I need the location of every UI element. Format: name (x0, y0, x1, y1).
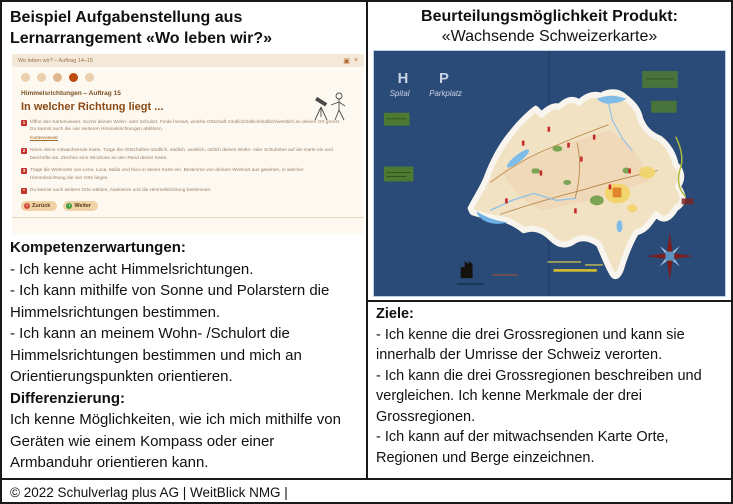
progress-dot (21, 73, 30, 82)
task-star-badge: * (21, 188, 27, 194)
task-number-badge: 1 (22, 120, 26, 125)
weiter-button[interactable]: › Weiter (63, 201, 98, 211)
schweizerkarte-image (373, 50, 726, 297)
differenzierung-heading: Differenzierung: (10, 389, 126, 407)
back-arrow-icon: ‹ (24, 203, 30, 209)
kartenviewer-link[interactable]: Kartenviewer (30, 135, 58, 141)
kompetenz-item: - Ich kann mithilfe von Sonne und Polarstern die Himmelsrichtungen bestimmen. (10, 282, 330, 321)
mini-app-titlebar (12, 54, 364, 67)
kompetenz-heading: Kompetenzerwartungen: (10, 239, 186, 256)
copyright-footer (2, 478, 731, 504)
task-row (21, 147, 355, 162)
nav-buttons (21, 201, 364, 211)
red-note (682, 198, 694, 204)
zurueck-button[interactable]: ‹ Zurück (21, 201, 57, 211)
ziele-heading: Ziele: (376, 306, 414, 322)
main-area (2, 2, 731, 478)
right-column (368, 2, 731, 478)
print-icon[interactable]: ▣ (343, 57, 350, 65)
differenzierung-text: Ich kenne Möglichkeiten, wie ich mich mithilfe von Geräten wie einem Kompass oder einer Armbanduhr orientieren kann. (10, 411, 341, 471)
ziele-block (368, 300, 731, 468)
task-text: Du kannst auch weitere Orte wählen, markieren und die Himmelsrichtung bestimmen. (30, 187, 212, 193)
telescope-illustration (308, 90, 350, 127)
right-title-line2: «Wachsende Schweizerkarte» (441, 28, 658, 45)
task-text: Trage die Wohnorte von Lena, Luca, Malia und Nico in deiner Karte ein. Bestimme von deinem Wohnort aus gesehen, in welcher Himmelsrichtung die vier Orte liegen. (30, 168, 304, 181)
task-row (21, 187, 355, 194)
close-icon[interactable]: × (353, 56, 358, 64)
auftrag-question-title: In welcher Richtung liegt ... (21, 101, 164, 113)
task-text: Öffne den Kartenviewer. Suche deinen Wohn- oder Schulort. Finde heraus, welche Ortschaft nördlich/östlich/südlich/westlich an deinen Ort grenzt. Du kannst auch die vier weiteren Himmelsrichtungen abklären. (30, 120, 341, 133)
task-row (21, 119, 355, 142)
forward-arrow-icon: › (66, 203, 72, 209)
progress-dot (53, 73, 62, 82)
progress-dots (12, 67, 364, 82)
copyright-text: © 2022 Schulverlag plus AG | WeitBlick NMG | (10, 484, 288, 500)
divider-line (12, 217, 364, 218)
hospital-symbol: H (397, 70, 409, 87)
hospital-label: Spital (389, 88, 410, 98)
parking-symbol: P (439, 70, 449, 87)
progress-dot-active (69, 73, 78, 82)
right-title-line1: Beurteilungsmöglichkeit Produkt: (421, 8, 678, 25)
left-column (2, 2, 368, 478)
progress-dot (85, 73, 94, 82)
ziele-item: - Ich kann die drei Grossregionen beschreiben und vergleichen. Ich kenne Merkmale der drei Grossregionen. (376, 367, 702, 425)
kompetenz-item: - Ich kenne acht Himmelsrichtungen. (10, 260, 254, 278)
progress-dot (37, 73, 46, 82)
ziele-item: - Ich kann auf der mitwachsenden Karte Orte, Regionen und Berge einzeichnen. (376, 429, 669, 466)
kompetenz-item: - Ich kann an meinem Wohn- /Schulort die Himmelsrichtungen bestimmen und mich an Orientierungspunkten orientieren. (10, 325, 302, 385)
ziele-item: - Ich kenne die drei Grossregionen und kann sie innerhalb der Umrisse der Schweiz verorten. (376, 326, 685, 363)
lernarrangement-screenshot (12, 54, 364, 234)
task-list (21, 119, 355, 194)
task-number-badge: 2 (22, 148, 26, 154)
task-number-badge: 3 (22, 168, 26, 174)
right-panel-title (368, 2, 731, 47)
mini-app-window-title: Wo leben wir? – Auftrag 14–15 (18, 57, 94, 64)
parking-label: Parkplatz (429, 88, 463, 98)
kompetenz-block (2, 234, 366, 474)
auftrag-section-title: Himmelsrichtungen – Auftrag 15 (21, 90, 121, 97)
left-panel-title: Beispiel Aufgabenstellung aus Lernarrangement «Wo leben wir?» (10, 9, 272, 47)
task-row (21, 167, 355, 182)
task-text: Nimm deine mitwachsende Karte. Trage die Ortschaften nördlich, südlich, westlich, östlich deines Wohn- oder Schulortes auf der Karte ein und beschrifte sie. Zeichne eine Windrose an den Rand deiner Karte. (30, 148, 333, 161)
